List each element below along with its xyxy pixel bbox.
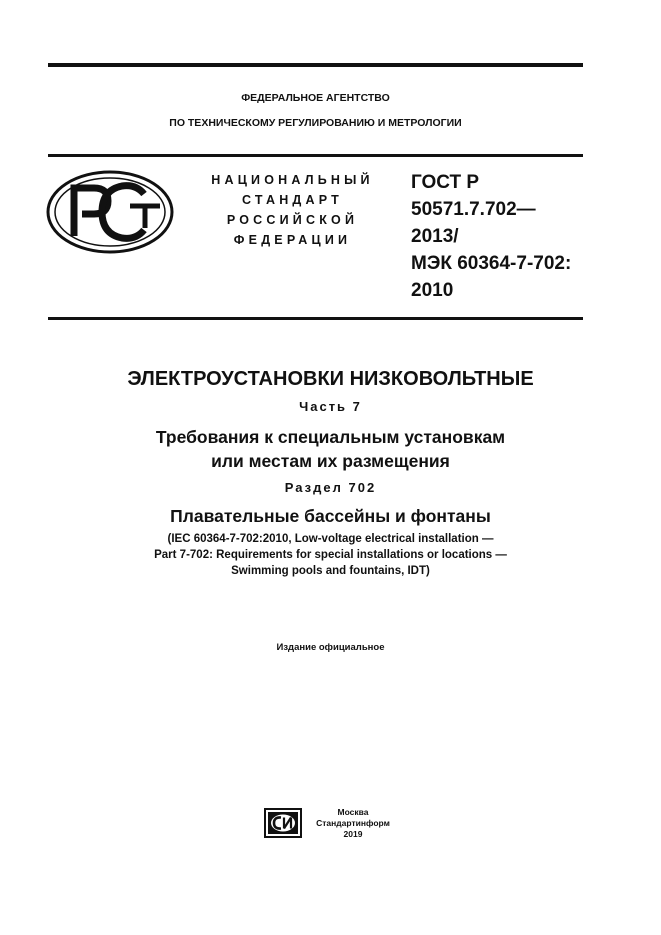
edition-label: Издание официальное [276,642,385,653]
iec-reference-line-2: Part 7-702: Requirements for special installations or locations — [154,549,507,561]
designation-line-1: ГОСТ Р [411,172,480,193]
standard-type-line-1: НАЦИОНАЛЬНЫЙ [211,173,374,187]
publication-year: 2019 [343,829,363,839]
publisher-logo [264,808,302,838]
designation-line-5: 2010 [411,280,454,301]
standard-type-line-4: ФЕДЕРАЦИИ [233,233,352,247]
top-rule [48,63,583,67]
requirements-line-2: или местам их размещения [211,451,450,471]
main-title: ЭЛЕКТРОУСТАНОВКИ НИЗКОВОЛЬТНЫЕ [127,368,534,390]
designation-rule [48,317,583,320]
iec-reference-line-1: (IEC 60364-7-702:2010, Low-voltage electrical installation — [167,533,494,545]
part-number: Часть 7 [299,399,362,414]
standard-type-line-2: СТАНДАРТ [242,193,343,207]
designation-line-2: 50571.7.702— [411,199,536,220]
requirements-line-1: Требования к специальным установкам [155,427,506,447]
agency-line-2: ПО ТЕХНИЧЕСКОМУ РЕГУЛИРОВАНИЮ И МЕТРОЛОГИИ [169,117,462,129]
header-rule [48,154,583,157]
publisher-city: Москва [337,807,369,817]
gost-r-logo [44,168,176,256]
section-title: Плавательные бассейны и фонтаны [170,506,491,526]
section-number: Раздел 702 [284,480,377,495]
publisher-name: Стандартинформ [316,818,390,828]
iec-reference-line-3: Swimming pools and fountains, IDT) [231,565,430,577]
designation-line-3: 2013/ [411,226,459,247]
standard-type-line-3: РОССИЙСКОЙ [226,213,359,227]
designation-line-4: МЭК 60364-7-702: [411,253,572,274]
agency-line-1: ФЕДЕРАЛЬНОЕ АГЕНТСТВО [241,92,390,104]
